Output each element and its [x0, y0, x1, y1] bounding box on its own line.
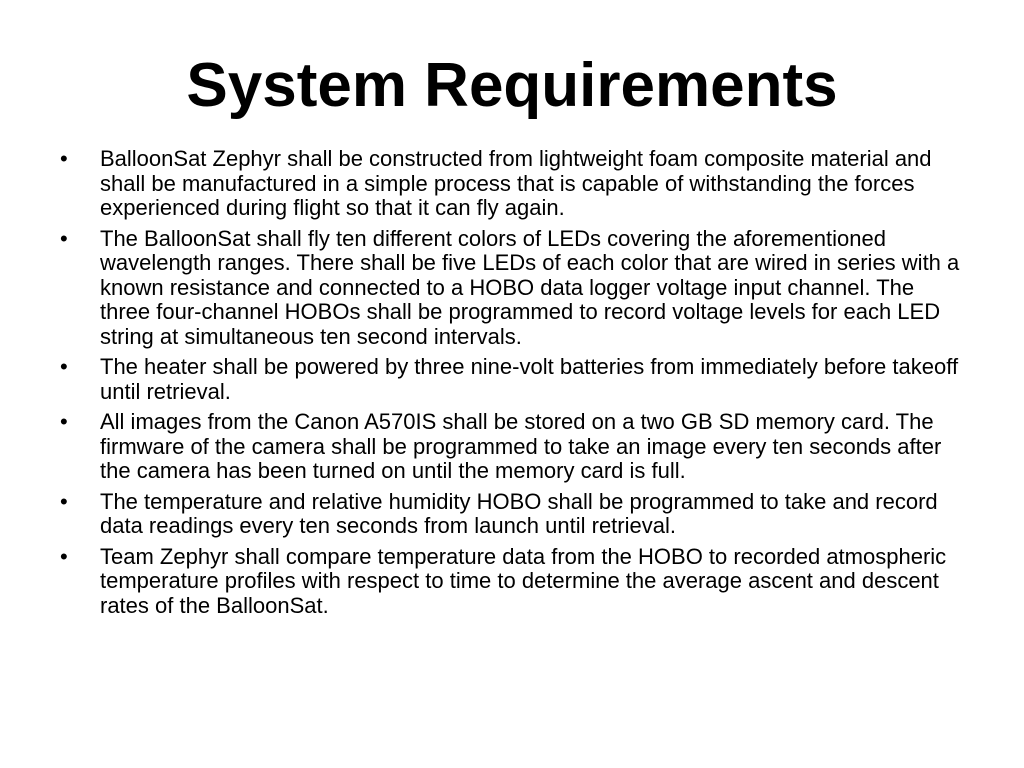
bullet-icon: •: [60, 146, 68, 171]
bullet-icon: •: [60, 354, 68, 379]
bullet-text: BalloonSat Zephyr shall be constructed from lightweight foam composite material and shall be manufactured in a simple process that is capable of withstanding the forces experienced during flight so that it can fly again.: [100, 146, 932, 220]
bullet-icon: •: [60, 225, 68, 251]
bullet-text: Team Zephyr shall compare temperature data from the HOBO to recorded atmospheric temperature profiles with respect to time to determine the average ascent and descent rates of the BalloonSat.: [100, 543, 947, 618]
bullet-text: The heater shall be powered by three nine-volt batteries from immediately before takeoff until retrieval.: [100, 354, 959, 404]
bullet-icon: •: [60, 488, 68, 514]
list-item: [60, 355, 965, 404]
list-item: [60, 545, 965, 619]
bullet-icon: •: [60, 543, 68, 569]
bullet-text: The BalloonSat shall fly ten different colors of LEDs covering the aforementioned wavelength ranges. There shall be five LEDs of each color that are wired in series with a known resistance and connected to a HOBO data logger voltage input channel. The three four-channel HOBOs shall be programmed to record voltage levels for each LED string at simultaneous ten second intervals.: [100, 225, 960, 349]
bullet-icon: •: [60, 409, 68, 434]
bullet-list: [60, 147, 965, 624]
list-item: [60, 227, 965, 350]
list-item: [60, 490, 965, 539]
bullet-text: All images from the Canon A570IS shall be stored on a two GB SD memory card. The firmware of the camera shall be programmed to take an image every ten seconds after the camera has been turned on until the memory card is full.: [100, 409, 942, 483]
bullet-text: The temperature and relative humidity HOBO shall be programmed to take and record data readings every ten seconds from launch until retrieval.: [100, 488, 938, 538]
slide-title: System Requirements: [186, 51, 838, 120]
list-item: [60, 147, 965, 221]
list-item: [60, 410, 965, 484]
